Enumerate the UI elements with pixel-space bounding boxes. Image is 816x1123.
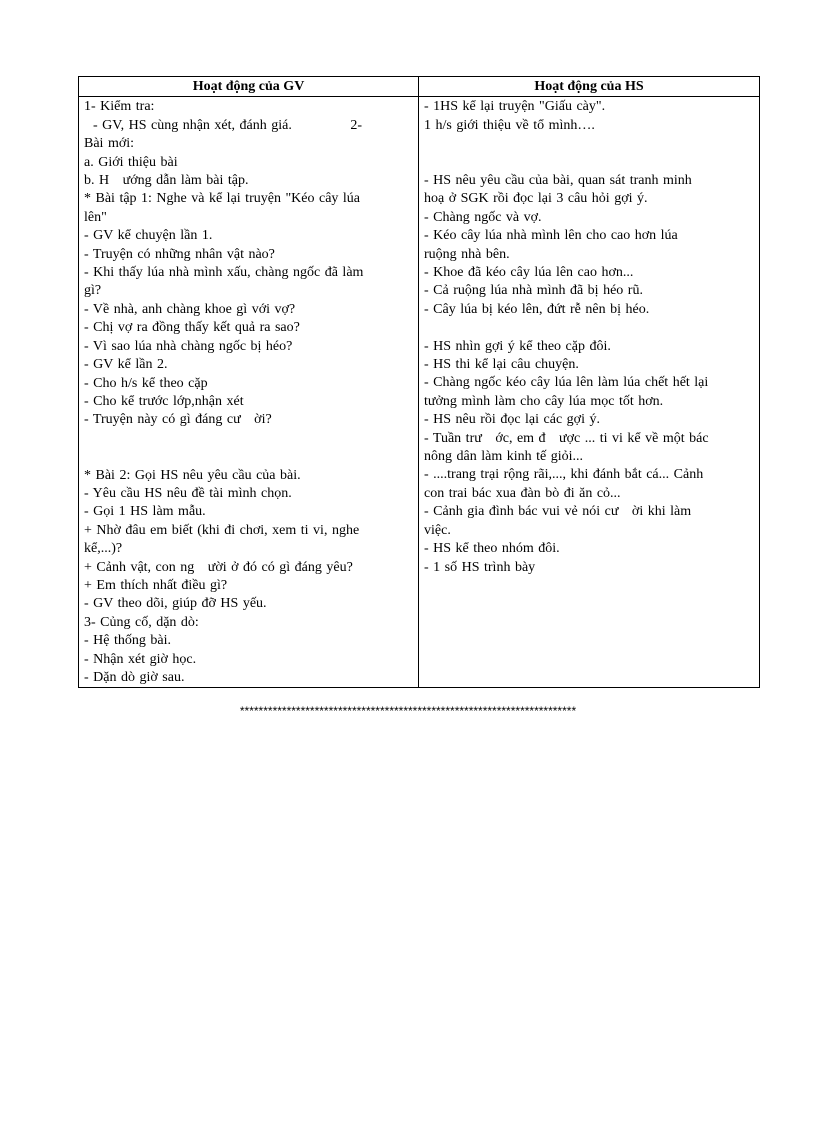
teacher-activity-line: + Em thích nhất điều gì? [84, 577, 228, 593]
teacher-activity-line: 3- Củng cố, dặn dò: [84, 614, 199, 630]
separator-line: ************************************************************************ [239, 704, 577, 718]
teacher-activity-line: - GV kể lần 2. [84, 357, 168, 373]
teacher-activity-line: - Gọi 1 HS làm mẫu. [84, 504, 206, 520]
teacher-activity-line: - Yêu cầu HS nêu đề tài mình chọn. [84, 485, 292, 501]
student-activity-line: - HS nêu yêu cầu của bài, quan sát tranh minh [424, 173, 692, 188]
student-activity-line: - HS kể theo nhóm đôi. [424, 541, 560, 557]
teacher-activity-line: - GV kể chuyện lần 1. [84, 228, 213, 244]
student-activity-line: nông dân làm kinh tế giỏi... [424, 449, 583, 465]
student-activity-line: hoạ ở SGK rồi đọc lại 3 câu hỏi gợi ý. [424, 191, 648, 207]
teacher-activity-line: * Bài tập 1: Nghe và kể lại truyện "Kéo cây lúa [84, 191, 361, 207]
student-activity-line: - Kéo cây lúa nhà mình lên cho cao hơn lúa [424, 228, 678, 244]
student-activity-line: - Tuần trư ớc, em đ ược ... ti vi kể về một bác [424, 430, 709, 446]
teacher-activity-line: - Nhận xét giờ học. [84, 651, 197, 667]
student-activity-line: ruộng nhà bên. [424, 246, 510, 262]
teacher-activity-line: - Truyện này có gì đáng cư ời? [84, 412, 272, 428]
student-activity-line: 1 h/s giới thiệu về tổ mình…. [424, 117, 595, 133]
student-activity-line: - 1 số HS trình bày [424, 559, 536, 575]
teacher-activity-line: Bài mới: [84, 136, 135, 152]
header-teacher-activity: Hoạt động của GV [79, 77, 419, 97]
lesson-plan-table [78, 76, 760, 688]
teacher-activity-line [84, 430, 413, 448]
student-activity-line: - 1HS kể lại truyện "Giấu cày". [424, 99, 606, 115]
table-row [79, 97, 760, 688]
teacher-activity-line: - Hệ thống bài. [84, 633, 171, 649]
student-activity-line [424, 154, 754, 172]
teacher-activity-line: kể,...)? [84, 541, 123, 557]
teacher-activity-line: lên" [84, 209, 107, 225]
student-activity-cell [419, 97, 760, 688]
teacher-activity-line: 1- Kiểm tra: [84, 99, 155, 115]
student-activity-line: - Cả ruộng lúa nhà mình đã bị héo rũ. [424, 283, 643, 299]
teacher-activity-line: - Vì sao lúa nhà chàng ngốc bị héo? [84, 338, 293, 354]
teacher-activity-line [84, 448, 413, 466]
student-activity-line: - Cảnh gia đình bác vui vẻ nói cư ời khi làm [424, 504, 692, 520]
student-activity-line: - Cây lúa bị kéo lên, đứt rễ nên bị héo. [424, 301, 650, 317]
student-activity-line: - Khoe đã kéo cây lúa lên cao hơn... [424, 265, 634, 281]
student-activity-line: con trai bác xua đàn bò đi ăn cỏ... [424, 485, 621, 501]
teacher-activity-line: - Về nhà, anh chàng khoe gì với vợ? [84, 301, 296, 317]
teacher-activity-line: - Cho h/s kể theo cặp [84, 375, 208, 391]
teacher-activity-line: b. H ướng dẫn làm bài tập. [84, 173, 249, 189]
teacher-activity-line: a. Giới thiệu bài [84, 154, 178, 170]
header-student-activity: Hoạt động của HS [419, 77, 760, 97]
teacher-activity-line: - Khi thấy lúa nhà mình xấu, chàng ngốc đã làm [84, 265, 364, 281]
teacher-activity-line: - Truyện có những nhân vật nào? [84, 246, 275, 262]
teacher-activity-cell [79, 97, 419, 688]
teacher-activity-line: - Chị vợ ra đồng thấy kết quả ra sao? [84, 320, 300, 336]
student-activity-line: - HS thi kể lại câu chuyện. [424, 357, 579, 373]
student-activity-line: tưởng mình làm cho cây lúa mọc tốt hơn. [424, 393, 664, 409]
teacher-activity-line: - Dặn dò giờ sau. [84, 669, 185, 685]
teacher-activity-line: - GV, HS cùng nhận xét, đánh giá. 2- [84, 117, 362, 133]
teacher-activity-line: - Cho kể trước lớp,nhận xét [84, 393, 244, 409]
table-header-row [79, 77, 760, 97]
student-activity-line: - HS nêu rồi đọc lại các gợi ý. [424, 412, 600, 428]
teacher-activity-line: * Bài 2: Gọi HS nêu yêu cầu của bài. [84, 467, 301, 483]
student-activity-line: - ....trang trại rộng rãi,..., khi đánh bắt cá... Cảnh [424, 467, 704, 483]
teacher-activity-line: + Nhờ đâu em biết (khi đi chơi, xem ti vi, nghe [84, 522, 360, 538]
teacher-activity-line: + Cảnh vật, con ng ười ở đó có gì đáng yêu? [84, 559, 353, 575]
student-activity-line: - Chàng ngốc và vợ. [424, 209, 542, 225]
student-activity-line: - Chàng ngốc kéo cây lúa lên làm lúa chết hết lại [424, 375, 709, 391]
student-activity-line: việc. [424, 522, 451, 538]
student-activity-line: - HS nhìn gợi ý kể theo cặp đôi. [424, 338, 611, 354]
teacher-activity-line: gì? [84, 283, 102, 299]
student-activity-line [424, 135, 754, 153]
teacher-activity-line: - GV theo dõi, giúp đỡ HS yếu. [84, 596, 267, 612]
student-activity-line [424, 319, 754, 337]
